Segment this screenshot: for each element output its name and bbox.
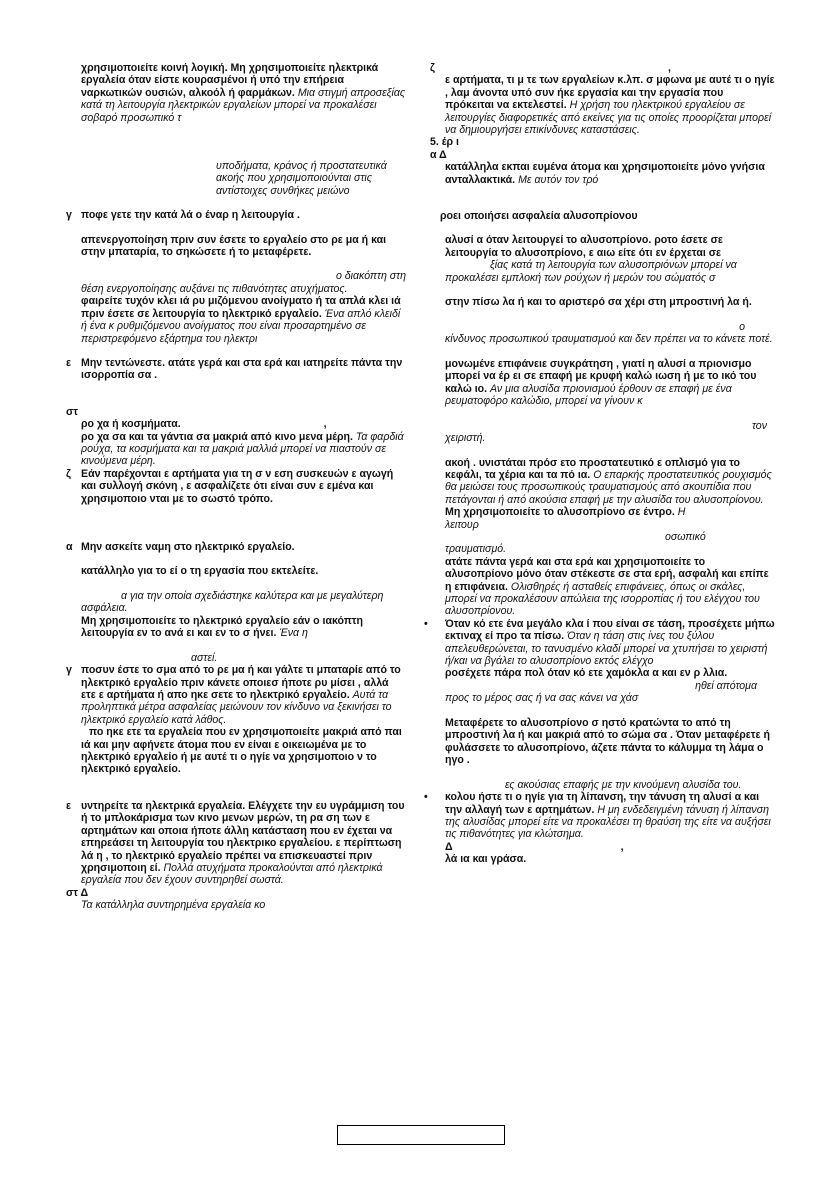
item-marker-g2: γ [66, 664, 72, 677]
disconnect-warning: ποσυν έστε το σμα από το ρε μα ή και γάλτε τι μπαταρίε από το ηλεκτρικό εργαλείο πριν κάνετε οποιεσ ήποτε ρυ μίσει , αλλά ετε ε αρτήματα ή απο ηκε σετε το ηλεκτρικό εργαλείο. [81, 664, 401, 702]
paragraph-right-tool [66, 565, 406, 577]
balance-text: Μην τεντώνεστε. ατάτε γερά και στα ερά και ιατηρείτε πάντα την ισορροπία σα . [81, 356, 403, 382]
tension-branch-explanation: Όταν η τάση στις ίνες του ξύλου απελευθερώνεται, το τανυσμένο κλαδί μπορεί να χτυπήσει το χειριστή ή/και να βγάλει το αλυσοπρίονο εκτός ελέγχο [445, 630, 768, 668]
service-warning: κατάλληλα εκπαι ευμένα άτομα και χρησιμοποιείτε μόνο γνήσια ανταλλακτικά. [445, 161, 765, 186]
insulated-surfaces-explanation-d: χειριστή. [445, 432, 486, 445]
clothing-comma: , [323, 418, 327, 431]
accessories-warning: ε αρτήματα, τι μ τε των εργαλείων κ.λπ. σ μφωνα με αυτέ τι ο ηγίε , λαμ άνοντα υπό συν ήκε εργασία και την εργασία που πρόκειται να εκτελεστεί. [445, 74, 775, 112]
no-tree-explanation-a: Η [677, 506, 686, 519]
no-force-text: Μην ασκείτε ναμη στο ηλεκτρικό εργαλείο. [81, 540, 295, 553]
handles-explanation-a: ο [739, 320, 745, 333]
paragraph-protective-equipment [430, 457, 775, 507]
fatigue-warning: χρησιμοποιείτε κοινή λογική. Μη χρησιμοποιείτε ηλεκτρικά εργαλεία όταν είστε κουρασμένοι ή υπό την επήρεια ναρκωτικών ουσιών, αλκοόλ ή φαρμάκων. [81, 62, 379, 99]
item-tension-branch [424, 617, 775, 668]
protective-equipment-explanation: Ο επαρκής προστατευτικός ρουχισμός θα μειώσει τους προσωπικούς τραυματισμούς από σκουπίδια που πετάγονται ή από ακούσια επαφή με την αλυσίδα του αλυσοπρίονου. [445, 468, 772, 506]
dust-extraction-text: Εάν παρέχονται ε αρτήματα για τη σ ν εση συσκευών ε αγωγή και συλλογή σκόνη , ε ασφαλίζετε ότι είναι συν ε εμένα και χρησιμοποιο νται με το σωστό τρόπο. [81, 467, 394, 505]
right-tool-text: κατάλληλο για το εί ο τη εργασία που εκτελείτε. [81, 565, 319, 578]
bullet-2: • [424, 791, 428, 804]
page-number-box [337, 1125, 505, 1145]
delta-marker: Δ [445, 840, 453, 853]
item-lubrication [424, 791, 775, 841]
delta-comma: , [620, 840, 624, 853]
carry-warning: Μεταφέρετε το αλυσοπρίονο σ ηστό κρατώντα το από τη μπροστινή λα ή και μακριά από το σώμα σα . Όταν μεταφέρετε ή φυλάσσετε το αλυσοπρίονο, άζετε πάντα το κάλυμμα τη λάμα ο ηγο . [445, 716, 770, 766]
item-marker-g: γ [66, 209, 72, 222]
clothing-warning: ρο χα σα και τα γάντια σα μακριά από κινο μενα μέρη. [81, 430, 353, 443]
accessories-comma: , [667, 62, 671, 74]
no-tree-warning: Μη χρησιμοποιείτε το αλυσοπρίονο σε έντρο. [445, 506, 675, 519]
switch-off-text: απενεργοποίηση πριν συν έσετε το εργαλείο στο ρε μα ή και στην μπαταρία, το σηκώσετε ή το μεταφέρετε. [81, 233, 387, 259]
item-st-cutting-tools [66, 887, 406, 912]
paragraph-handles [430, 296, 775, 346]
item-marker-a: α [66, 540, 73, 553]
item-marker-st-delta: στ Δ [66, 886, 89, 899]
item-a-no-force [66, 541, 406, 553]
maintenance-warning: υντηρείτε τα ηλεκτρικά εργαλεία. Ελέγχετε την ευ υγράμμιση του ή το μπλοκάρισμα των κινο μενων μερών, τη ρα ση των ε αρτημάτων και οποια ήποτε άλλη κατάσταση που εν έχεται να επηρεάσει τη λειτουργία του ηλεκτρικο εργαλείου. ε περίπτωση λά η , το ηλεκτρικό εργαλείο πρέπει να επισκευαστεί πριν χρησιμοποιη εί. [81, 799, 405, 874]
chainsaw-safety-title: ροει οποιήσει ασφαλεία αλυσοπρίονου [440, 210, 638, 223]
switch-position-text-b: θέση ενεργοποίησης αυξάνει τις πιθανότητες ατυχήματος. [81, 282, 348, 295]
item-marker-z-right: ζ [430, 62, 435, 74]
item-a-service [430, 149, 775, 186]
handles-warning: στην πίσω λα ή και το αριστερό σα χέρι στη μπροστινή λα ή. [445, 296, 752, 309]
clothing-explanation: Τα φαρδιά ρούχα, τα κοσμήματα και τα μακριά μαλλιά μπορεί να πιαστούν σε κινούμενα μέρη. [81, 430, 404, 468]
bullet-1: • [424, 617, 428, 630]
paragraph-carry [430, 717, 775, 791]
disconnect-explanation: Αυτά τα προληπτικά μέτρα ασφαλείας μειώνουν τον κίνδυνο να ξεκινήσει το ηλεκτρικό εργαλείο κατά λάθος. [81, 689, 392, 726]
carry-explanation: ες ακούσιας επαφής με την κινούμενη αλυσίδα του. [505, 778, 742, 791]
protective-gear-text: υποδήματα, κράνος ή προστατευτικά ακοής που χρησιμοποιούνται στις αντίστοιχες συνθήκες μειώνο [216, 160, 387, 197]
paragraph-no-tree [430, 506, 775, 556]
faulty-switch-explanation-a: Ένα η [279, 627, 308, 639]
cutting-tools-text: Τα κατάλληλα συντηρημένα εργαλεία κο [81, 899, 266, 912]
undergrowth-warning: ροσέχετε πάρα πολ όταν κό ετε χαμόκλα α και εν ρ λλια. [445, 667, 728, 680]
undergrowth-explanation-b: προς το μέρος σας ή να σας κάνει να χάσ [445, 692, 639, 705]
section-5-heading [430, 136, 775, 148]
item-marker-a-delta: α Δ [430, 148, 447, 161]
tension-branch-warning: Όταν κό ετε ένα μεγάλο κλα ί που είναι σε τάση, προσέχετε μήπω εκτιναχ εί προ τα πίσω. [445, 617, 775, 643]
faulty-switch-explanation-b: αστεί. [191, 651, 218, 664]
storage-text: πο ηκε ετε τα εργαλεία που εν χρησιμοποιείτε μακριά από παι ιά και μην αφήνετε άτομα που εν είναι ε οικειωμένα με το ηλεκτρικό εργαλείο ή με αυτέ τι ο ηγίε να χρησιμοποιο ν το ηλεκτρικό εργαλείο. [81, 726, 402, 776]
lubrication-explanation: Η μη ενδεδειγμένη τάνυση ή λίπανση της αλυσίδας μπορεί είτε να προκαλέσει τη θραύση της είτε να αυξήσει τις πιθανότητες για κλώτσημα. [445, 803, 771, 841]
undergrowth-explanation-a: ηθεί απότομα [695, 679, 757, 692]
item-e-balance [66, 357, 406, 382]
insulated-surfaces-explanation: Αν μια αλυσίδα πριονισμού έρθουν σε επαφή με ένα ρευματοφόρο καλώδιο, μπορεί να γίνουν κ [445, 382, 732, 407]
item-g-disconnect [66, 664, 406, 726]
maintenance-explanation: Πολλά ατυχήματα προκαλούνται από ηλεκτρικά εργαλεία που δεν έχουν συντηρηθεί σωστά. [81, 861, 383, 887]
paragraph-faulty-switch [66, 615, 406, 665]
item-marker-e: ε [66, 356, 72, 369]
right-column [424, 62, 775, 866]
insulated-surfaces-explanation-c: τον [751, 419, 767, 432]
remove-keys-warning: φαιρείτε τυχόν κλει ιά ρυ μιζόμενου ανοίγματο ή τα απλά κλει ιά πριν έσετε σε λειτουργία το ηλεκτρικό εργαλείο. [81, 295, 401, 320]
accessories-explanation: Η χρήση του ηλεκτρικού εργαλείου σε λειτουργίες διαφορετικές από εκείνες για τις οποίες προορίζεται μπορεί να δημιουργήσει επικίνδυνες καταστάσεις. [445, 99, 772, 137]
item-g-accidental-start [66, 209, 406, 221]
paragraph-insulated-surfaces [430, 358, 775, 445]
insulated-surfaces-warning: μονωμένε επιφάνειε συγκράτηση , γιατί η αλυσί α πριονισμο μπορεί να έρ ει σε επαφή με κρυφή καλώ ιωση ή με το ικό του καλώ ιο. [445, 357, 757, 395]
left-column [66, 62, 406, 912]
paragraph-stable-footing [430, 556, 775, 618]
oil-grease-text: λά ια και γράσα. [445, 853, 527, 866]
no-tree-explanation-c: οσωπικό [665, 531, 706, 543]
chain-running-explanation: ξίας κατά τη λειτουργία των αλυσοπριόνων μπορεί να προκαλέσει εμπλοκή των ρούχων ή μερών του σώματός σ [445, 259, 737, 284]
item-marker-e2: ε [66, 799, 72, 812]
section-5-title: 5. έρ ι [430, 136, 459, 149]
item-marker-z: ζ [66, 467, 71, 480]
no-tree-explanation-b: λειτουρ [445, 518, 479, 531]
paragraph-protective-gear [66, 160, 406, 197]
paragraph-storage [66, 726, 406, 776]
item-e-maintenance [66, 800, 406, 887]
paragraph-fatigue [66, 62, 406, 124]
item-st-clothing [66, 406, 406, 468]
item-delta-handles [430, 841, 775, 866]
lubrication-warning: κολου ήστε τι ο ηγίε για τη λίπανση, την τάνυση τη αλυσί α και την αλλαγή των ε αρτημάτων. [445, 791, 760, 816]
accidental-start-title: ποφε γετε την κατά λά ο έναρ η λειτουργία . [81, 209, 300, 222]
paragraph-designed-use [66, 590, 406, 615]
remove-keys-explanation: Ένα απλό κλειδί ή ένα κ ρυθμιζόμενου ανοίγματος που είναι προσαρτημένο σε περιστρεφόμενο εξάρτημα του ηλεκτρι [81, 307, 401, 345]
stable-footing-warning: ατάτε πάντα γερά και στα ερά και χρησιμοποιείτε το αλυσοπρίονο μόνο όταν στέκεστε σε στα ερή, ασφαλή και επίπε η επιφάνεια. [445, 555, 769, 593]
paragraph-undergrowth [430, 667, 775, 704]
fatigue-explanation: Μια στιγμή απροσεξίας κατά τη λειτουργία ηλεκτρικών εργαλείων μπορεί να προκαλέσει σοβαρό προσωπικό τ [81, 86, 406, 124]
switch-position-text-a: ο διακόπτη στη [335, 270, 406, 283]
item-marker-st: στ [66, 405, 78, 418]
protective-equipment-warning: ακοή . υνιστάται πρόσ ετο προστατευτικό ε οπλισμό για το κεφάλι, τα χέρια και τα πό ια. [445, 456, 740, 481]
no-tree-explanation-d: τραυματισμό. [445, 543, 507, 556]
faulty-switch-warning: Μη χρησιμοποιείτε το ηλεκτρικό εργαλείο εάν ο ιακόπτη λειτουργία εν το ανά ει και εν το σ ήνει. [81, 614, 364, 639]
paragraph-remove-keys [66, 295, 406, 345]
paragraph-chain-running [430, 234, 775, 284]
paragraph-switch-position [66, 270, 406, 295]
handles-explanation-b: κίνδυνος προσωπικού τραυματισμού και δεν πρέπει να το κάνετε ποτέ. [445, 333, 773, 346]
item-z-accessories [430, 62, 775, 136]
designed-use-text: α για την οποία σχεδιάστηκε καλύτερα και με μεγαλύτερη ασφάλεια. [81, 589, 384, 615]
clothing-title: ρο χα ή κοσμήματα. [81, 418, 181, 431]
chain-running-warning: αλυσί α όταν λειτουργεί το αλυσοπρίονο. ροτο έσετε σε λειτουργία το αλυσοπρίονο, ε αιω είτε ότι εν έρχεται σε [445, 234, 723, 259]
service-explanation: Με αυτόν τον τρό [518, 173, 599, 186]
chainsaw-safety-heading [430, 210, 775, 222]
paragraph-switch-off [66, 234, 406, 259]
stable-footing-explanation: Ολισθηρές ή ασταθείς επιφάνειες, όπως οι σκάλες, μπορεί να προκαλέσουν απώλεια της ισορροπίας ή του ελέγχου του αλυσοπρίονου. [445, 580, 760, 618]
item-z-dust-extraction [66, 468, 406, 505]
